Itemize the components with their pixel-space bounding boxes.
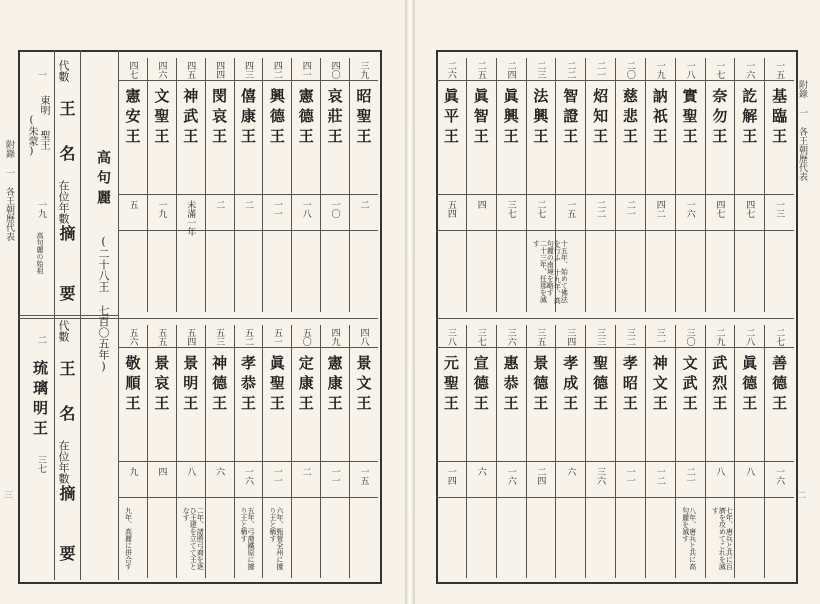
column-divider [262, 325, 263, 578]
header2-nensu: 在位年數 [57, 440, 70, 484]
king-name: 惠恭王 [501, 355, 520, 415]
header2-dai: 代數 [57, 320, 70, 342]
header2-mei: 名 [57, 405, 76, 421]
king-number: 二七 [774, 328, 785, 346]
row1-year: 一九 [36, 200, 46, 218]
reign-years: 一一 [271, 200, 282, 218]
king-number: 二九 [714, 328, 725, 346]
king-name: 憲康王 [325, 355, 344, 415]
king-number: 四二 [271, 61, 282, 79]
king-name: 炤知王 [591, 88, 610, 148]
king-name: 哀莊王 [325, 88, 344, 148]
column-divider [466, 325, 467, 578]
left-mid-divider [18, 318, 378, 319]
king-name: 憲安王 [123, 88, 142, 148]
king-name: 敬順王 [123, 355, 142, 415]
king-number: 五〇 [300, 328, 311, 346]
right-side-caption: 附錄 一 各王朝歷代表 [797, 80, 807, 181]
column-divider [234, 58, 235, 312]
column-divider [176, 58, 177, 312]
column-divider [734, 58, 735, 312]
header2-you: 要 [57, 545, 76, 561]
king-name: 神德王 [210, 355, 229, 415]
goguryeo-title-divider [118, 50, 119, 580]
goguryeo-subtitle: (二十八王 七百〇五年) [97, 235, 110, 373]
reign-years: 二 [358, 200, 369, 209]
king-name: 宣德王 [471, 355, 490, 415]
king-name: 文武王 [680, 355, 699, 415]
king-number: 三三 [595, 328, 606, 346]
column-divider [291, 325, 292, 578]
reign-years: 未滿一年 [185, 200, 196, 236]
king-name: 景哀王 [152, 355, 171, 415]
king-note: 五年、弓裔鐵原に據り王と稱す [240, 507, 255, 570]
reign-years: 一六 [684, 200, 695, 218]
reign-years: 一五 [358, 467, 369, 485]
column-divider [615, 325, 616, 578]
column-divider [526, 58, 527, 312]
goguryeo-title: 高句麗 [95, 150, 111, 210]
king-number: 四六 [156, 61, 167, 79]
king-note: 六年、甄萱全州に據り王と稱す [268, 507, 284, 570]
year-separator [118, 497, 378, 498]
king-number: 四七 [127, 61, 138, 79]
header-dai: 代數 [57, 60, 70, 82]
header-teki: 摘 [57, 225, 76, 241]
header-nensu: 在位年數 [57, 180, 70, 224]
king-name: 眞聖王 [267, 355, 286, 415]
reign-years: 六 [565, 467, 576, 476]
column-divider [205, 58, 206, 312]
king-name: 聖德王 [591, 355, 610, 415]
reign-years: 二一 [684, 467, 695, 485]
num-separator [118, 80, 378, 81]
reign-years: 一八 [300, 200, 311, 218]
king-number: 五五 [156, 328, 167, 346]
name-separator [118, 194, 378, 195]
reign-years: 一〇 [329, 200, 340, 218]
king-name: 孝恭王 [239, 355, 257, 415]
king-number: 五三 [214, 328, 225, 346]
king-name: 景德王 [531, 355, 550, 415]
king-number: 一七 [714, 61, 725, 79]
reign-years: 八 [185, 467, 196, 476]
reign-years: 一一 [624, 467, 635, 485]
reign-years: 六 [214, 467, 225, 476]
king-note: 九年、高麗に併合す [124, 507, 133, 570]
king-name: 智證王 [561, 88, 580, 148]
king-number: 四三 [243, 61, 253, 79]
column-divider [320, 58, 321, 312]
column-divider [705, 58, 706, 312]
king-name: 神武王 [181, 88, 200, 148]
reign-years: 二 [214, 200, 225, 209]
reign-years: 一六 [243, 467, 253, 485]
king-number: 三二 [624, 328, 635, 346]
row2-num: 二 [36, 335, 46, 344]
king-name: 眞德王 [740, 355, 759, 415]
reign-years: 四 [156, 467, 167, 476]
king-number: 二五 [475, 61, 486, 79]
reign-years: 二二 [595, 200, 606, 218]
king-name: 慈悲王 [620, 88, 639, 148]
column-divider [645, 325, 646, 578]
king-name: 昭聖王 [354, 88, 373, 148]
king-number: 三一 [654, 328, 665, 346]
king-name: 神文王 [650, 355, 669, 415]
reign-years: 四七 [714, 200, 725, 218]
king-number: 二八 [744, 328, 755, 346]
name-separator [118, 461, 378, 462]
right-mid-divider [436, 318, 794, 319]
reign-years: 一九 [156, 200, 167, 218]
reign-years: 二四 [535, 467, 546, 485]
column-divider [291, 58, 292, 312]
king-note: 七年、唐兵と共に百濟を攻めてこれを滅す [711, 507, 734, 570]
king-number: 二二 [565, 61, 576, 79]
column-divider [585, 58, 586, 312]
column-divider [147, 325, 148, 578]
reign-years: 五四 [445, 200, 456, 218]
column-divider [320, 325, 321, 578]
num-separator [118, 347, 378, 348]
column-divider [147, 58, 148, 312]
king-number: 三〇 [684, 328, 695, 346]
reign-years: 八 [744, 467, 755, 476]
king-name: 僖康王 [239, 88, 257, 148]
reign-years: 四 [475, 200, 486, 209]
column-divider [496, 58, 497, 312]
king-note: 八年、唐兵と共に高句麗を滅す [681, 507, 697, 570]
king-number: 三八 [445, 328, 456, 346]
king-name: 訥祇王 [650, 88, 669, 148]
king-name: 奈勿王 [710, 88, 729, 148]
column-divider [764, 325, 765, 578]
king-number: 二一 [595, 61, 606, 79]
king-number: 一六 [744, 61, 755, 79]
column-divider [466, 58, 467, 312]
king-number: 一五 [774, 61, 785, 79]
king-name: 興德王 [267, 88, 286, 148]
king-number: 二三 [535, 61, 546, 79]
king-number: 四一 [300, 61, 311, 79]
king-name: 善德王 [770, 355, 789, 415]
king-number: 五四 [185, 328, 196, 346]
king-number: 三九 [358, 61, 369, 79]
reign-years: 四七 [744, 200, 755, 218]
reign-years: 一一 [329, 467, 340, 485]
king-number: 二〇 [624, 61, 635, 79]
column-divider [349, 58, 350, 312]
row1-name-top: 東明 [38, 95, 49, 115]
king-name: 武烈王 [710, 355, 729, 415]
king-name: 訖解王 [740, 88, 759, 148]
row1-name-end: 聖王 [38, 130, 49, 150]
reign-years: 一五 [565, 200, 576, 218]
king-name: 法興王 [531, 88, 550, 148]
king-name: 孝昭王 [620, 355, 639, 415]
king-name: 憲德王 [296, 88, 315, 148]
king-number: 五一 [271, 328, 282, 346]
reign-years: 二 [243, 200, 253, 209]
king-number: 五二 [243, 328, 253, 346]
reign-years: 一四 [445, 467, 456, 485]
king-name: 孝成王 [561, 355, 580, 415]
reign-years: 一六 [505, 467, 516, 485]
row1-name-sub: (朱蒙) [26, 115, 37, 157]
reign-years: 二 [300, 467, 311, 476]
year-separator [118, 230, 378, 231]
header-you: 要 [57, 285, 76, 301]
king-number: 四八 [358, 328, 369, 346]
column-divider [349, 325, 350, 578]
row1-note: 高句麗の始祖 [36, 232, 44, 274]
king-name: 景明王 [181, 355, 200, 415]
column-divider [705, 325, 706, 578]
reign-years: 一一 [271, 467, 282, 485]
row1-num: 一 [36, 70, 46, 79]
column-divider [734, 325, 735, 578]
book-gutter [405, 0, 415, 604]
column-divider [645, 58, 646, 312]
column-divider [526, 325, 527, 578]
king-name: 眞智王 [471, 88, 490, 148]
column-divider [585, 325, 586, 578]
king-number: 二六 [445, 61, 456, 79]
row2-year: 三七 [36, 455, 46, 473]
king-name: 元聖王 [441, 355, 460, 415]
right-page-number: 二 [797, 491, 807, 501]
column-divider [496, 325, 497, 578]
row2-name: 琉璃明王 [31, 360, 49, 440]
column-divider [176, 325, 177, 578]
king-number: 一八 [684, 61, 695, 79]
column-divider [675, 58, 676, 312]
king-name: 眞興王 [501, 88, 520, 148]
column-divider [675, 325, 676, 578]
king-number: 四四 [214, 61, 225, 79]
king-name: 實聖王 [680, 88, 699, 148]
header-ou: 王 [57, 100, 76, 116]
king-number: 四九 [329, 328, 340, 346]
header2-teki: 摘 [57, 485, 76, 501]
column-divider [764, 58, 765, 312]
reign-years: 一六 [774, 467, 785, 485]
king-name: 閔哀王 [210, 88, 229, 148]
king-number: 三四 [565, 328, 576, 346]
left-page-number: 三 [4, 491, 14, 501]
king-name: 定康王 [296, 355, 315, 415]
reign-years: 八 [714, 467, 725, 476]
column-divider [205, 325, 206, 578]
reign-years: 一三 [774, 200, 785, 218]
king-number: 四〇 [329, 61, 340, 79]
column-divider [262, 58, 263, 312]
reign-years: 一二 [654, 467, 665, 485]
reign-years: 六 [475, 467, 486, 476]
king-number: 一九 [654, 61, 665, 79]
left-side-caption: 附錄 一 各王朝歷代表 [4, 140, 14, 241]
king-note: 二年、諸將弓裔を逐ひ王建を立てて王となす [182, 507, 205, 570]
king-name: 基臨王 [770, 88, 789, 148]
king-number: 三七 [475, 328, 486, 346]
king-note: 十五年、始めて佛法を行ふ 十九年、高句麗の南境を略す 二十三年、任那を滅す [532, 240, 569, 304]
king-number: 二四 [505, 61, 516, 79]
king-number: 五六 [127, 328, 138, 346]
reign-years: 三六 [595, 467, 606, 485]
column-divider [234, 325, 235, 578]
column-divider [615, 58, 616, 312]
king-name: 文聖王 [152, 88, 171, 148]
reign-years: 二一 [624, 200, 635, 218]
reign-years: 九 [127, 467, 138, 476]
reign-years: 四二 [654, 200, 665, 218]
king-number: 四五 [185, 61, 196, 79]
reign-years: 二七 [535, 200, 546, 218]
reign-years: 五 [127, 200, 138, 209]
reign-years: 三七 [505, 200, 516, 218]
header-mei: 名 [57, 145, 76, 161]
king-number: 三五 [535, 328, 546, 346]
king-name: 景文王 [354, 355, 373, 415]
column-divider [555, 325, 556, 578]
header2-ou: 王 [57, 360, 76, 376]
king-name: 眞平王 [441, 88, 460, 148]
king-number: 三六 [505, 328, 516, 346]
